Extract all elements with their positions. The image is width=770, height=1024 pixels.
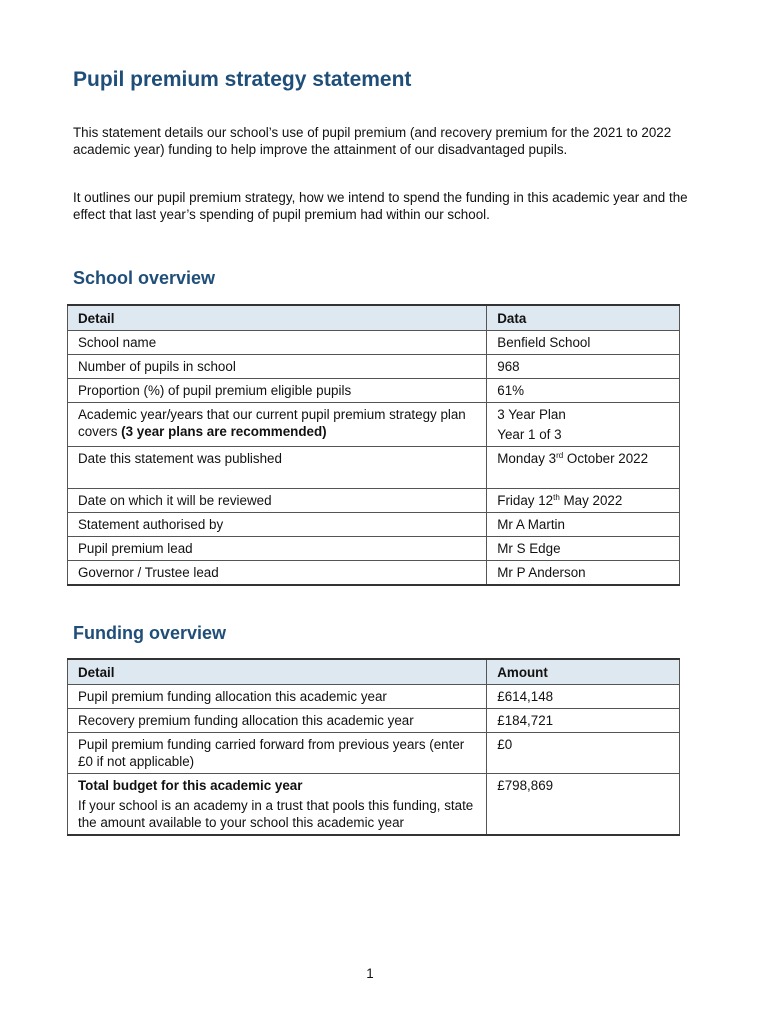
table-row bbox=[68, 447, 680, 489]
date-ordinal: th bbox=[553, 493, 560, 502]
date-text-rest: October 2022 bbox=[563, 451, 649, 466]
row-detail: Recovery premium funding allocation this academic year bbox=[68, 709, 487, 733]
row-detail bbox=[68, 403, 487, 447]
table-row bbox=[68, 733, 680, 774]
table-row bbox=[68, 355, 680, 379]
date-text: Monday 3 bbox=[497, 451, 557, 466]
row-detail: Pupil premium funding carried forward from previous years (enter £0 if not applicable) bbox=[68, 733, 487, 774]
page-title: Pupil premium strategy statement bbox=[73, 68, 412, 91]
row-detail: Pupil premium lead bbox=[68, 537, 487, 561]
row-data: 61% bbox=[487, 379, 680, 403]
table-header-row bbox=[68, 659, 680, 685]
table-row bbox=[68, 403, 680, 447]
table-row bbox=[68, 709, 680, 733]
date-text: Friday 12 bbox=[497, 493, 554, 508]
table-row bbox=[68, 331, 680, 355]
row-data: 968 bbox=[487, 355, 680, 379]
row-detail: Date on which it will be reviewed bbox=[68, 489, 487, 513]
row-data: Mr A Martin bbox=[487, 513, 680, 537]
funding-overview-heading: Funding overview bbox=[73, 623, 227, 643]
date-ordinal: rd bbox=[556, 451, 564, 460]
total-budget-note: If your school is an academy in a trust that pools this funding, state the amount available to your school this academic year bbox=[78, 798, 474, 830]
row-detail-text: Academic year/years that our current pupil premium strategy plan covers bbox=[78, 407, 466, 439]
row-detail-bold: (3 year plans are recommended) bbox=[121, 424, 327, 439]
row-amount: £614,148 bbox=[487, 685, 680, 709]
column-header-detail: Detail bbox=[68, 659, 487, 685]
table-header-row bbox=[68, 305, 680, 331]
column-header-amount: Amount bbox=[487, 659, 680, 685]
table-row bbox=[68, 561, 680, 586]
row-detail: Pupil premium funding allocation this academic year bbox=[68, 685, 487, 709]
table-row bbox=[68, 537, 680, 561]
row-data: Mr S Edge bbox=[487, 537, 680, 561]
row-data: Benfield School bbox=[487, 331, 680, 355]
row-detail: Number of pupils in school bbox=[68, 355, 487, 379]
page-number: 1 bbox=[366, 966, 374, 981]
row-detail: School name bbox=[68, 331, 487, 355]
total-budget-label: Total budget for this academic year bbox=[78, 778, 303, 793]
row-amount: £798,869 bbox=[487, 774, 680, 836]
column-header-detail: Detail bbox=[68, 305, 487, 331]
school-overview-heading: School overview bbox=[73, 268, 216, 288]
row-detail: Proportion (%) of pupil premium eligible pupils bbox=[68, 379, 487, 403]
table-row bbox=[68, 513, 680, 537]
row-detail bbox=[68, 774, 487, 836]
table-row bbox=[68, 685, 680, 709]
school-overview-table bbox=[67, 304, 680, 586]
row-detail: Statement authorised by bbox=[68, 513, 487, 537]
row-data bbox=[487, 489, 680, 513]
row-detail: Governor / Trustee lead bbox=[68, 561, 487, 586]
table-row bbox=[68, 489, 680, 513]
date-text-rest: May 2022 bbox=[559, 493, 623, 508]
row-data-line2: Year 1 of 3 bbox=[497, 427, 562, 442]
table-row bbox=[68, 774, 680, 836]
row-data bbox=[487, 447, 680, 489]
row-amount: £0 bbox=[487, 733, 680, 774]
intro-paragraph-2: It outlines our pupil premium strategy, how we intend to spend the funding in this academic year and the effect that last year’s spending of pupil premium had within our school. bbox=[73, 190, 688, 222]
row-detail: Date this statement was published bbox=[68, 447, 487, 489]
row-amount: £184,721 bbox=[487, 709, 680, 733]
row-data-line1: 3 Year Plan bbox=[497, 407, 566, 422]
column-header-data: Data bbox=[487, 305, 680, 331]
table-row bbox=[68, 379, 680, 403]
row-data: Mr P Anderson bbox=[487, 561, 680, 586]
row-data bbox=[487, 403, 680, 447]
funding-overview-table bbox=[67, 658, 680, 836]
intro-paragraph-1: This statement details our school’s use of pupil premium (and recovery premium for the 2021 to 2022 academic year) funding to help improve the attainment of our disadvantaged pupils. bbox=[73, 125, 672, 157]
